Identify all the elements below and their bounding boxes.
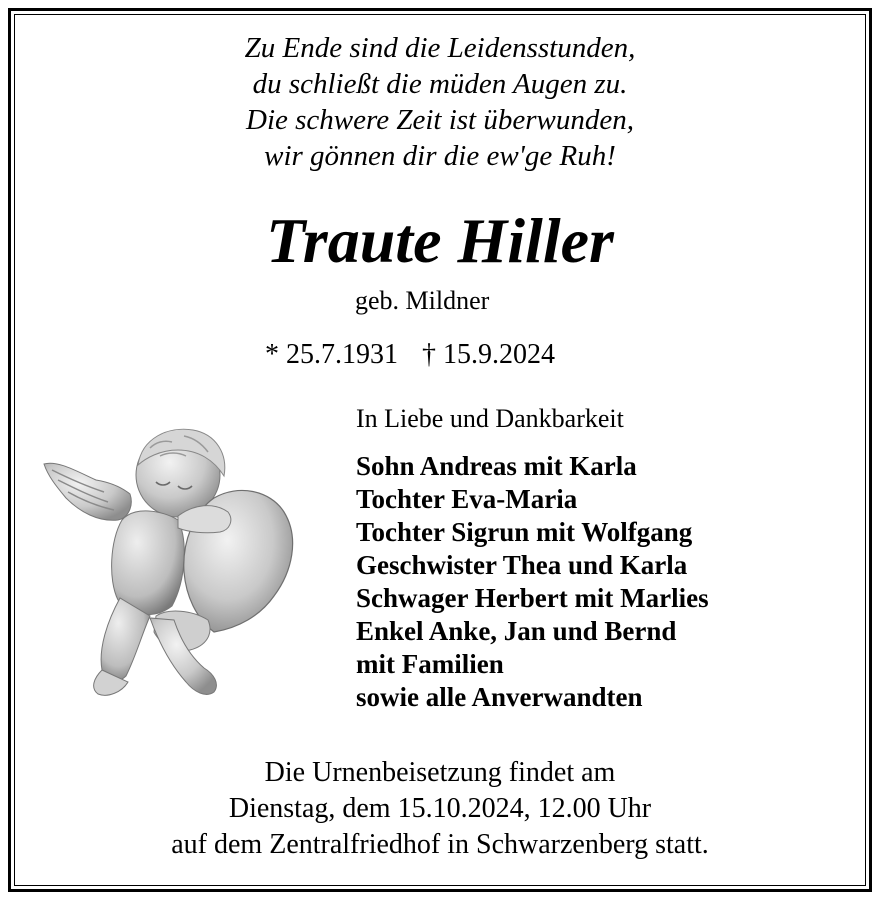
- angel-statue-icon: [38, 420, 338, 720]
- list-item: mit Familien: [356, 649, 504, 679]
- life-dates: [265, 337, 555, 373]
- list-item: Tochter Sigrun mit Wolfgang: [356, 517, 693, 547]
- funeral-line: Die Urnenbeisetzung findet am: [264, 757, 616, 788]
- poem-line: Zu Ende sind die Leidensstunden,: [244, 32, 636, 64]
- maiden-name: geb. Mildner: [355, 286, 490, 315]
- mourners-intro: In Liebe und Dankbarkeit: [356, 404, 624, 433]
- list-item: Geschwister Thea und Karla: [356, 550, 688, 580]
- funeral-notice: [0, 755, 880, 863]
- poem-line: wir gönnen dir die ew'ge Ruh!: [264, 140, 616, 172]
- list-item: Schwager Herbert mit Marlies: [356, 583, 709, 613]
- list-item: Tochter Eva-Maria: [356, 484, 578, 514]
- birth-date: * 25.7.1931: [265, 339, 398, 370]
- death-date: † 15.9.2024: [422, 339, 555, 370]
- deceased-name: Traute Hiller: [266, 205, 614, 276]
- mourners-list: [356, 450, 709, 714]
- funeral-line: Dienstag, dem 15.10.2024, 12.00 Uhr: [228, 793, 652, 824]
- poem-line: du schließt die müden Augen zu.: [252, 68, 628, 100]
- list-item: sowie alle Anverwandten: [356, 682, 643, 712]
- list-item: Enkel Anke, Jan und Bernd: [356, 616, 677, 646]
- poem: [0, 30, 880, 174]
- list-item: Sohn Andreas mit Karla: [356, 451, 637, 481]
- funeral-line: auf dem Zentralfriedhof in Schwarzenberg statt.: [171, 829, 709, 860]
- poem-line: Die schwere Zeit ist überwunden,: [246, 104, 634, 136]
